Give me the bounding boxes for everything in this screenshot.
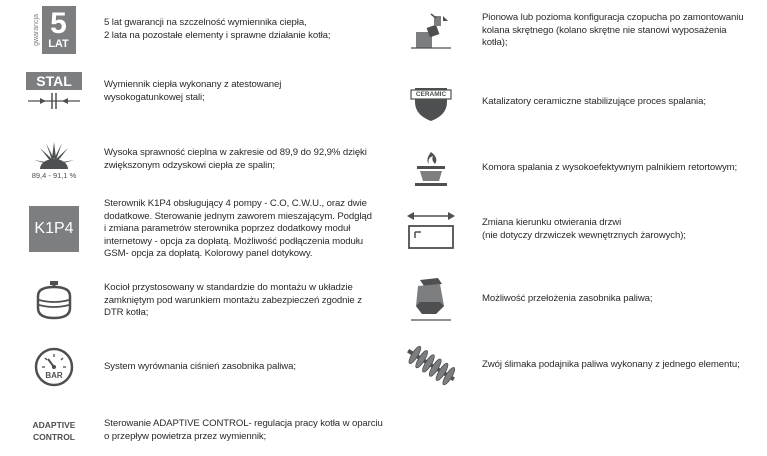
- feature-hopper: [400, 276, 767, 322]
- feature-text: Pionowa lub pozioma konfiguracja czopucha po zamontowaniu kolana skrętnego (kolano skrętne nie stanowi wyposażenia kotła);: [482, 12, 744, 49]
- feature-text: Katalizatory ceramiczne stabilizujące proces spalania;: [482, 95, 706, 107]
- feature-burner: [400, 148, 767, 188]
- warranty-unit: LAT: [48, 38, 69, 50]
- controller-k1p4-icon: [26, 206, 82, 252]
- expansion-vessel-icon: [26, 280, 82, 322]
- feature-text: Wysoka sprawność cieplna w zakresie od 89,9 do 92,9% dzięki zwiększonym odzyskowi ciepła ze spalin;: [104, 147, 367, 171]
- warranty-5-years-icon: [26, 6, 82, 54]
- efficiency-burst-icon: [26, 140, 82, 180]
- pressure-gauge-icon: [26, 346, 82, 388]
- flue-elbow-icon: [400, 12, 462, 50]
- feature-text: Komora spalania z wysokoefektywnym palnikiem retortowym;: [482, 161, 738, 173]
- ceramic-caption: CERAMIC: [415, 91, 447, 98]
- feature-pressure: [26, 346, 394, 388]
- feature-text: Możliwość przełożenia zasobnika paliwa;: [482, 292, 653, 304]
- feature-flue: [400, 12, 767, 50]
- fuel-hopper-icon: [400, 276, 462, 322]
- feature-warranty: [26, 6, 394, 54]
- feature-text: System wyrównania ciśnień zasobnika paliwa;: [104, 360, 296, 372]
- feature-steel: [26, 72, 394, 112]
- feature-text: Sterowanie ADAPTIVE CONTROL- regulacja pracy kotła w oparciu o przepływ powietrza przez wymiennik;: [104, 418, 383, 442]
- feature-text: Wymiennik ciepła wykonany z atestowanej wysokogatunkowej stali;: [104, 79, 282, 103]
- feature-ceramic: [400, 82, 767, 122]
- feature-efficiency: [26, 140, 394, 180]
- efficiency-caption: 89,4 - 91,1 %: [31, 171, 77, 180]
- adaptive-control-icon: [26, 419, 82, 443]
- door-direction-icon: [400, 210, 462, 250]
- feature-closed-system: [26, 280, 394, 322]
- feature-text: Zmiana kierunku otwierania drzwi (nie dotyczy drzwiczek wewnętrznych żarowych);: [482, 217, 686, 241]
- feature-adaptive-control: [26, 418, 394, 443]
- auger-screw-icon: [400, 340, 462, 390]
- steel-badge: STAL: [26, 72, 82, 90]
- ceramic-catalyst-icon: [400, 82, 462, 122]
- retort-burner-icon: [400, 148, 462, 188]
- feature-auger: [400, 340, 767, 390]
- feature-controller: [26, 198, 394, 261]
- feature-text: Sterownik K1P4 obsługujący 4 pompy - C.O, C.W.U., oraz dwie dodatkowe. Sterowanie jednym zaworem mieszającym. Podgląd i zmiana parametrów sterownika poprzez dodatkowy moduł internetowy - opcja za dopłatą. Możliwość podłączenia modułu GSM- opcja za dopłatą. Kolorowy panel dotykowy.: [104, 198, 372, 260]
- controller-badge: K1P4: [29, 206, 79, 252]
- feature-text: 5 lat gwarancji na szczelność wymiennika ciepła, 2 lata na pozostałe elementy i sprawne działanie kotła;: [104, 17, 331, 41]
- adaptive-caption-1: ADAPTIVE: [32, 419, 76, 430]
- steel-icon: [26, 72, 82, 112]
- gauge-caption: BAR: [45, 371, 63, 380]
- warranty-side-label: gwarancja: [32, 14, 40, 46]
- feature-door: [400, 210, 767, 250]
- feature-text: Zwój ślimaka podajnika paliwa wykonany z jednego elementu;: [482, 358, 740, 370]
- adaptive-caption-2: CONTROL: [32, 431, 75, 442]
- warranty-number: 5: [50, 7, 67, 40]
- feature-text: Kocioł przystosowany w standardzie do montażu w układzie zamkniętym pod warunkiem montażu zabezpieczeń zgodnie z DTR kotła;: [104, 282, 362, 319]
